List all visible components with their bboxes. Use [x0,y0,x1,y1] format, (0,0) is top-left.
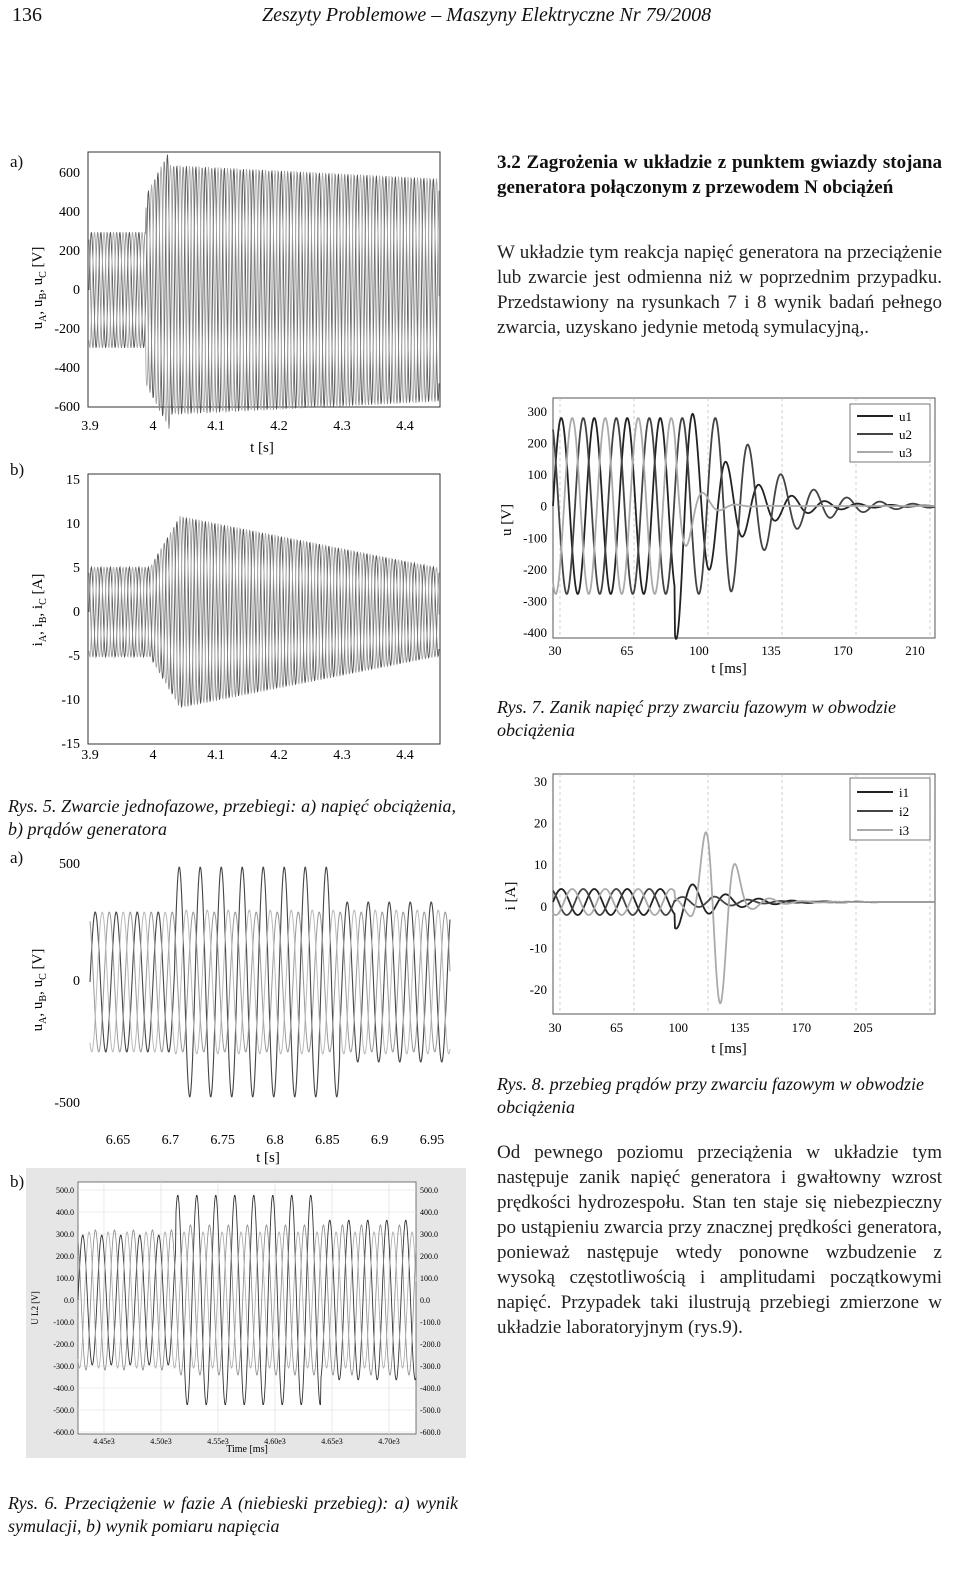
caption-fig6: Rys. 6. Przeciążenie w fazie A (niebieski przebieg): a) wynik symulacji, b) wynik pomiaru napięcia [8,1493,458,1536]
fig5a-xtick: 4.2 [270,419,288,434]
fig8-ylabel: i [A] [503,881,519,911]
fig6b-ytick-right: -400.0 [420,1384,441,1393]
fig6a-ytick: 500 [59,857,80,872]
fig6a-chart [0,850,470,1170]
fig7-legend-label: u1 [899,409,912,424]
fig5a-chart [0,140,470,460]
fig5a-xtick: 4.4 [396,419,414,434]
fig7-legend-label: u2 [899,427,912,442]
caption-fig7: Rys. 7. Zanik napięć przy zwarciu fazowym w obwodzie obciążenia [497,697,896,740]
fig6b-ytick: 200.0 [56,1252,74,1261]
fig7-chart [495,390,945,690]
fig5b-xtick: 4 [149,748,157,763]
fig6a-xtick: 6.85 [315,1133,340,1148]
fig5b-ytick: -5 [68,649,80,664]
fig6b-ytick: -600.0 [53,1428,74,1437]
caption-fig8: Rys. 8. przebieg prądów przy zwarciu fazowym w obwodzie obciążenia [497,1074,925,1117]
page-number: 136 [12,4,42,26]
fig6b-ytick-right: -600.0 [420,1428,441,1437]
caption-fig5: Rys. 5. Zwarcie jednofazowe, przebiegi: a) napięć obciążenia, b) prądów generatora [8,796,456,839]
fig8-ytick: -20 [529,982,547,997]
fig7-ytick: -300 [523,593,547,609]
fig6b-ytick-right: 500.0 [420,1186,438,1195]
fig5a-ytick: 600 [59,166,80,181]
fig5b-ytick: 10 [66,517,80,532]
fig5a-ytick: -200 [54,322,80,337]
fig6b-xtick: 4.60e3 [264,1437,286,1446]
fig6a-ylabel: $u_A$, $u_B$, $u_C$ [V] [30,948,49,1032]
fig6b-ytick: -100.0 [53,1318,74,1327]
fig6b-ytick: 400.0 [56,1208,74,1217]
label-b-fig5: b) [10,460,25,479]
fig6b-ylabel: U L2 [V] [30,1291,40,1325]
fig7-xtick: 135 [761,643,781,658]
fig6b-xtick: 4.45e3 [93,1437,115,1446]
fig6b-ytick-right: 400.0 [420,1208,438,1217]
fig6a-ytick: 0 [73,974,80,989]
fig5b-xtick: 3.9 [81,748,99,763]
fig6b-xlabel: Time [ms] [226,1444,268,1455]
fig7-legend-label: u3 [899,445,912,460]
section-heading: 3.2 Zagrożenia w układzie z punktem gwiazdy stojana generatora połączonym z przewodem N obciążeń [497,152,942,198]
fig6a-ytick: -500 [54,1096,80,1111]
fig7-xtick: 210 [905,643,925,658]
fig6b-ytick-right: 300.0 [420,1230,438,1239]
fig6b-ytick: -200.0 [53,1340,74,1349]
fig7-xlabel: t [ms] [711,661,747,677]
fig7-ytick: 300 [527,404,547,419]
fig5b-xtick: 4.3 [333,748,351,763]
fig8-xtick: 65 [610,1020,624,1035]
journal-title: Zeszyty Problemowe – Maszyny Elektryczne Nr 79/2008 [262,4,712,26]
fig6b-ytick: -400.0 [53,1384,74,1393]
fig7-xtick: 30 [548,643,562,658]
fig7-ytick: -100 [523,530,547,546]
fig7-xtick: 65 [620,643,634,658]
fig5a-xtick: 4 [149,419,157,434]
fig6b-ytick-right: 100.0 [420,1274,438,1283]
label-b-fig6: b) [10,1172,25,1191]
fig5b-ytick: 15 [66,473,80,488]
fig7-xtick: 170 [833,643,853,658]
fig5b-xtick: 4.4 [396,748,414,763]
fig5b-xtick: 4.1 [207,748,225,763]
paragraph-2: Od pewnego poziomu przeciążenia w układzie tym następuje zanik napięć generatora i gwałtowny wzrost prędkości hydrozespołu. Stan ten staje się niebezpieczny po ustąpieniu zwarcia przy znacznej prędkości generatora, ponieważ następuje wtedy ponowne wzbudzenie z wysoką częstotliwością i amplitudami początkowymi napięć. Przypadek taki ilustrują przebiegi zmierzone w układzie laboratoryjnym (rys.9). [497,1142,942,1338]
fig8-ytick: -10 [529,940,547,956]
fig6b-ytick-right: -300.0 [420,1362,441,1371]
fig5b-xtick: 4.2 [270,748,288,763]
fig6b-ytick: 0.0 [64,1296,74,1305]
label-a-fig6: a) [10,848,24,867]
fig5a-ylabel: $u_A$, $u_B$, $u_C$ [V] [30,246,49,330]
fig7-ytick: -400 [523,625,547,640]
fig6b-ytick-right: 0.0 [420,1296,430,1305]
fig6a-xtick: 6.8 [266,1133,284,1148]
fig7-xtick: 100 [689,643,709,658]
fig6b-ytick: -500.0 [53,1406,74,1415]
fig8-ytick: 10 [534,857,547,873]
fig6a-xtick: 6.65 [105,1133,131,1148]
fig6a-xlabel: t [s] [256,1150,280,1166]
fig7-ytick: 0 [540,498,547,514]
fig5a-xlabel: t [s] [250,440,274,456]
fig5b-chart [0,462,470,767]
fig6b-ytick: 300.0 [56,1230,74,1239]
fig8-ytick: 0 [540,898,547,914]
fig5a-xtick: 3.9 [81,419,99,434]
fig8-legend-label: i2 [899,804,910,819]
fig5a-ytick: 200 [59,244,80,259]
fig5a-ytick: 400 [59,205,80,220]
fig5b-ytick: -15 [61,737,80,752]
fig7-ytick: -200 [523,561,547,577]
fig6b-ytick: 500.0 [56,1186,74,1195]
fig6b-xtick: 4.65e3 [321,1437,343,1446]
fig6b-ytick-right: 200.0 [420,1252,438,1261]
fig5b-ytick: -10 [61,693,80,708]
fig6b-xtick: 4.50e3 [150,1437,172,1446]
fig8-ytick: 20 [534,815,547,831]
fig8-legend-label: i3 [899,823,910,838]
fig8-chart [495,766,945,1066]
fig7-ytick: 100 [527,467,547,483]
fig8-xtick: 30 [548,1020,562,1035]
fig5a-ytick: -400 [54,361,80,376]
fig6a-xtick: 6.7 [161,1133,180,1148]
fig8-xtick: 170 [791,1020,812,1035]
fig5a-ytick: 0 [73,283,80,298]
fig7-ylabel: u [V] [499,503,515,537]
fig6a-xtick: 6.95 [419,1133,445,1148]
fig8-legend-label: i1 [899,785,910,800]
fig6b-xtick: 4.70e3 [378,1437,400,1446]
fig5b-ytick: 5 [73,561,80,576]
fig5a-xtick: 4.3 [333,419,351,434]
fig6b-ytick-right: -200.0 [420,1340,441,1349]
fig6b-ytick-right: -100.0 [420,1318,441,1327]
fig6b-xtick: 4.55e3 [207,1437,229,1446]
fig8-xtick: 135 [730,1020,750,1035]
fig8-xtick: 205 [853,1020,873,1035]
paragraph-1: W układzie tym reakcja napięć generatora na przeciążenie lub zwarcie jest odmienna niż w poprzednim przypadku. Przedstawiony na rysunkach 7 i 8 wynik badań pełnego zwarcia, uzyskano jedynie metodą symulacyjną,. [497,242,942,338]
fig6b-ytick-right: -500.0 [420,1406,441,1415]
fig7-ytick: 200 [527,435,547,451]
fig5b-ylabel: $i_A$, $i_B$, $i_C$ [A] [30,573,49,647]
label-a-fig5: a) [10,152,24,171]
fig6b-ytick: -300.0 [53,1362,74,1371]
fig6b-chart [26,1168,466,1458]
fig8-ytick: 30 [534,774,547,789]
fig6a-xtick: 6.75 [210,1133,235,1148]
fig5b-ytick: 0 [73,605,80,620]
fig8-xtick: 100 [668,1020,688,1035]
fig5a-xtick: 4.1 [207,419,225,434]
fig6a-xtick: 6.9 [370,1133,389,1148]
fig5a-ytick: -600 [54,400,80,415]
fig6b-ytick: 100.0 [56,1274,74,1283]
fig8-xlabel: t [ms] [711,1041,747,1057]
